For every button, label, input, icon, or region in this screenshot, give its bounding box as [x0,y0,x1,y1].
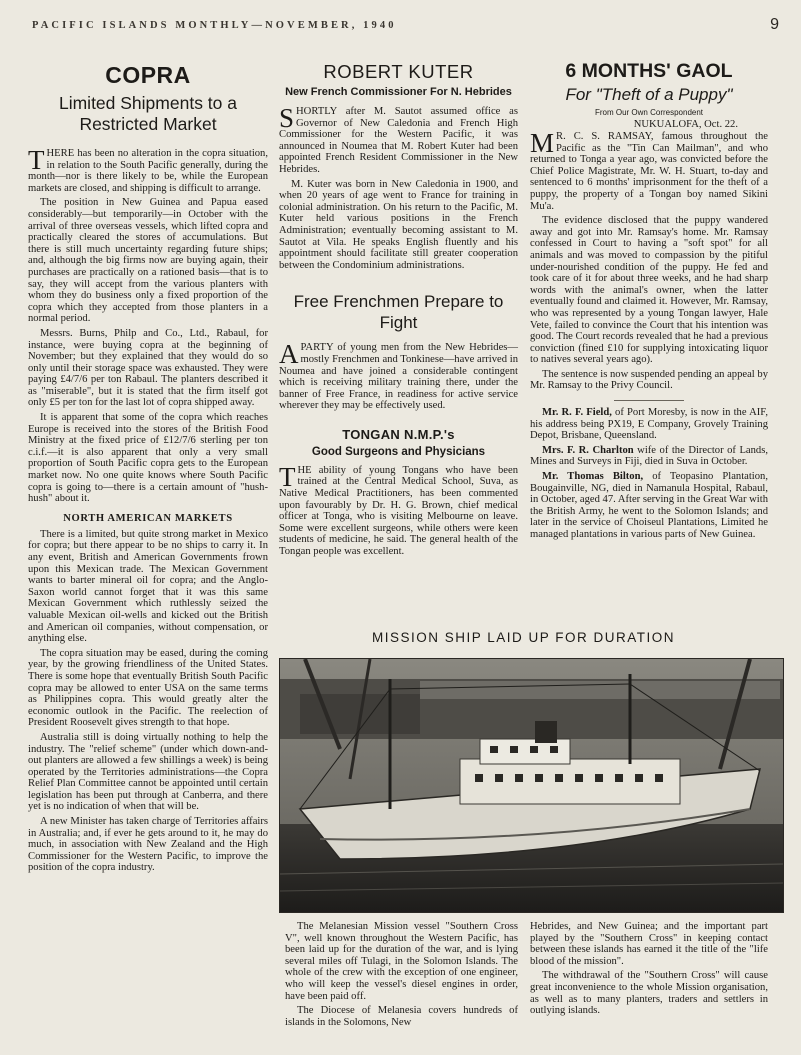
gaol-paragraph: The sentence is now suspended pending an appeal by Mr. Ramsay to the Privy Council. [530,368,768,392]
person-name: Mr. R. F. Field, [542,407,612,419]
drop-cap: M [530,128,555,158]
page-number: 9 [770,16,779,33]
tongan-subheadline: Good Surgeons and Physicians [311,445,486,458]
caption-paragraph: The withdrawal of the "Southern Cross" will cause great inconvenience to the whole Mission organisation, as well as to many planters, traders and settlers in outlying islands. [530,970,768,1017]
drop-cap: S [279,103,295,133]
copra-subheadline: Limited Shipments to a Restricted Market [58,93,237,134]
paragraph-text: HORTLY after M. Sautot assumed office as Governor of New Caledonia and French High Commissioner for the Western Pacific, it was announced in Noumea that M. Robert Kuter had been appointed French Resident Commissioner in the New Hebrides. [279,106,518,175]
person-name: Mr. Thomas Bilton, [542,471,644,483]
kuter-headline: ROBERT KUTER [323,61,474,82]
personal-note [530,445,768,468]
gaol-paragraph [530,128,768,212]
kuter-paragraph: M. Kuter was born in New Caledonia in 1900, and when 20 years of age went to France for training in colonial administration. On his return to the Pacific, M. Kuter held various positions in the French Administration; eventually becoming assistant to M. Sautot at Vila. He speaks English fluently and his appointment should facilitate still greater cooperation between the Condominium administrations. [279,178,518,271]
note-text: wife of the Director of Lands, Mines and Surveys in Fiji, died in Suva in October. [530,444,768,468]
copra-paragraph: The copra situation may be eased, during the coming year, by the growing friendliness of the United States. There is some hope that eventually British South Pacific copra may be allowed to enter USA on the same terms as Philippines copra. This would greatly alter the economic outlook in the Pacific. The reelection of President Roosevelt gives strength to that hope. [28,647,268,729]
copra-paragraph: There is a limited, but quite strong market in Mexico for copra; but there appear to be no ships to carry it. In any event, British and American Governments frown upon this Mexican trade. The Mexican Government wants to barter mineral oil for copra; and the Anglo-Saxon world cannot forget that it was this same Mexican Government which ruthlessly seized the valuable Mexican oil-wells and kicked out the British and American oil companies, without compensation, or anything else. [28,528,268,645]
caption-paragraph: The Melanesian Mission vessel "Southern Cross V", well known throughout the Western Pacific, has been laid up for the duration of the war, and is lying several miles off Tulagi, in the Solomon Islands. The whole of the crew with the exception of one engineer, who will keep the vessel's diesel engines in order, have been paid off. [285,921,518,1002]
section-heading: NORTH AMERICAN MARKETS [63,512,233,524]
personal-note [530,407,768,442]
copra-paragraph [28,145,268,194]
gaol-paragraph: The evidence disclosed that the puppy wandered away and got into Mr. Ramsay's home. Mr. Ramsay confessed in Court to having a "soft spot" for all animals and was moved to compassion by the pitiful under-nourished condition of the puppy. He fed and took care of it for about three weeks, and he had sharp words with the animal's owner, when the latter eventually found and claimed it. However, Mr. Ramsay, who was represented by a young Tongan lawyer, Hale Vete, failed to convince the Court that his intention was good. The Court records revealed that he had a previous conviction (fined £10 for supplying intoxicating liquor to natives several years ago). [530,215,768,366]
copra-paragraph: Australia still is doing virtually nothing to help the industry. The "relief scheme" (under which down-and-out planters are allowed a few shillings a week) is being operated by the Territories administrations—the Copra Relief Plan Committee cannot be appointed until certain legislation has been put through at Canberra, and there yet is no indication of when that will be. [28,731,268,813]
dateline: NUKUALOFA, Oct. 22. [633,119,738,130]
tongan-paragraph [279,461,518,558]
note-text: of Port Moresby, is now in the AIF, his address being PX19, E Company, Grovely Training Depot, Brisbane, Queensland. [530,407,768,442]
caption-paragraph: Hebrides, and New Guinea; and the important part played by the "Southern Cross" in keeping contact between these islands has earned it the title of the "life blood of the mission". [530,921,768,967]
caption-paragraph: The Diocese of Melanesia covers hundreds of islands in the Solomons, New [285,1005,518,1028]
mission-caption-left [285,921,518,1031]
person-name: Mrs. F. R. Charlton [542,444,634,456]
middle-column [279,58,518,561]
mission-caption-right [530,921,768,1020]
drop-cap: A [279,339,299,370]
note-text: of Teopasino Plantation, Bougainville, NG, died in Namanula Hospital, Rabaul, in October, aged 47. After serving in the Great War with the British Army, he went to the Solomon Islands; and later in the service of Choiseul Plantations, Limited he managed plantations in various parts of New Guinea. [530,471,768,540]
kuter-subheadline: New French Commissioner For N. Hebrides [285,86,512,98]
mission-headline: MISSION SHIP LAID UP FOR DURATION [371,630,676,645]
correspondent-credit: From Our Own Correspondent [594,108,704,117]
running-header: PACIFIC ISLANDS MONTHLY—NOVEMBER, 1940 [32,20,397,31]
copra-headline: COPRA [105,62,191,88]
paragraph-text: R. C. S. RAMSAY, famous throughout the Pacific as the "Tin Can Mailman", and who returned to Tonga a year ago, was convicted before the Chief Police Magistrate, Mr. W. H. Stuart, to-day and sentenced to 6 months' imprisonment for the theft of a puppy, the property of a Tongan boy named Sikini Mu'a. [530,131,768,212]
paragraph-text: HE ability of young Tongans who have been trained at the Central Medical School, Suva, as Native Medical Practitioners, has been commented upon favourably by Dr. H. G. Brown, chief medical officer at Tonga, who is visiting Melbourne on leave. Some were excellent surgeons, while others were keen students of medicine, he said. The general health of the Tongan people was excellent. [279,464,518,558]
copra-article [28,58,268,877]
gaol-subheadline: For "Theft of a Puppy" [565,85,733,104]
personal-note [530,471,768,541]
ship-photo [279,658,784,913]
kuter-paragraph [279,103,518,176]
copra-paragraph: A new Minister has taken charge of Territories affairs in Australia; and, if ever he gets around to it, he may do much, in association with New Zealand and the High Commissioner for the Western Pacific, to improve the position of the copra industry. [28,816,268,874]
copra-paragraph: It is apparent that some of the copra which reaches Europe is received into the stores of the British Food Ministry at the fixed price of £12/7/6 sterling per ton c.i.f.—it is also apparent that only a very small proportion of South Pacific copra gets to the European market now. No one quite knows where South Pacific copra is going to—there is a certain amount of "hush-hush" about it. [28,412,268,505]
gaol-headline: 6 MONTHS' GAOL [565,60,733,82]
paragraph-text: PARTY of young men from the New Hebrides—mostly Frenchmen and Tonkinese—have arrived in Noumea and have joined a considerable contingent which is receiving military training there, under the banner of Free France, in readiness for active service wherever they may be effectively used. [279,342,518,412]
copra-paragraph: Messrs. Burns, Philp and Co., Ltd., Rabaul, for instance, were buying copra at the beginning of November; but they explained that they would do so only until their storage space was exhausted. They were paying £4/7/6 per ton Rabaul. The planters described it as "miserable", but it is stated that the firm itself got only £5 per ton for the last lot of copra shipped away. [28,327,268,409]
drop-cap: T [28,145,45,175]
divider [614,400,684,401]
right-column [530,58,768,544]
free-french-paragraph [279,339,518,412]
free-french-headline: Free Frenchmen Prepare to Fight [293,292,504,333]
drop-cap: T [279,461,296,492]
paragraph-text: HERE has been no alteration in the copra situation, in relation to the South Pacific generally, during the month—nor is there likely to be, while the European markets are closed, and shipping is difficult to arrange. [28,148,268,194]
tongan-headline: TONGAN N.M.P.'s [342,426,455,442]
copra-paragraph: The position in New Guinea and Papua eased considerably—but temporarily—in October with the arrival of three overseas vessels, which lifted copra and practically cleared the stores of accumulations. But there is still much uncertainty regarding future ships; and, although the big firms now are buying again, their purchases are practically on a rationed basis—that is to say, they will accept from the various planters with whom they do business only a fixed proportion of the copra which they accepted from those planters in a normal period. [28,197,268,325]
